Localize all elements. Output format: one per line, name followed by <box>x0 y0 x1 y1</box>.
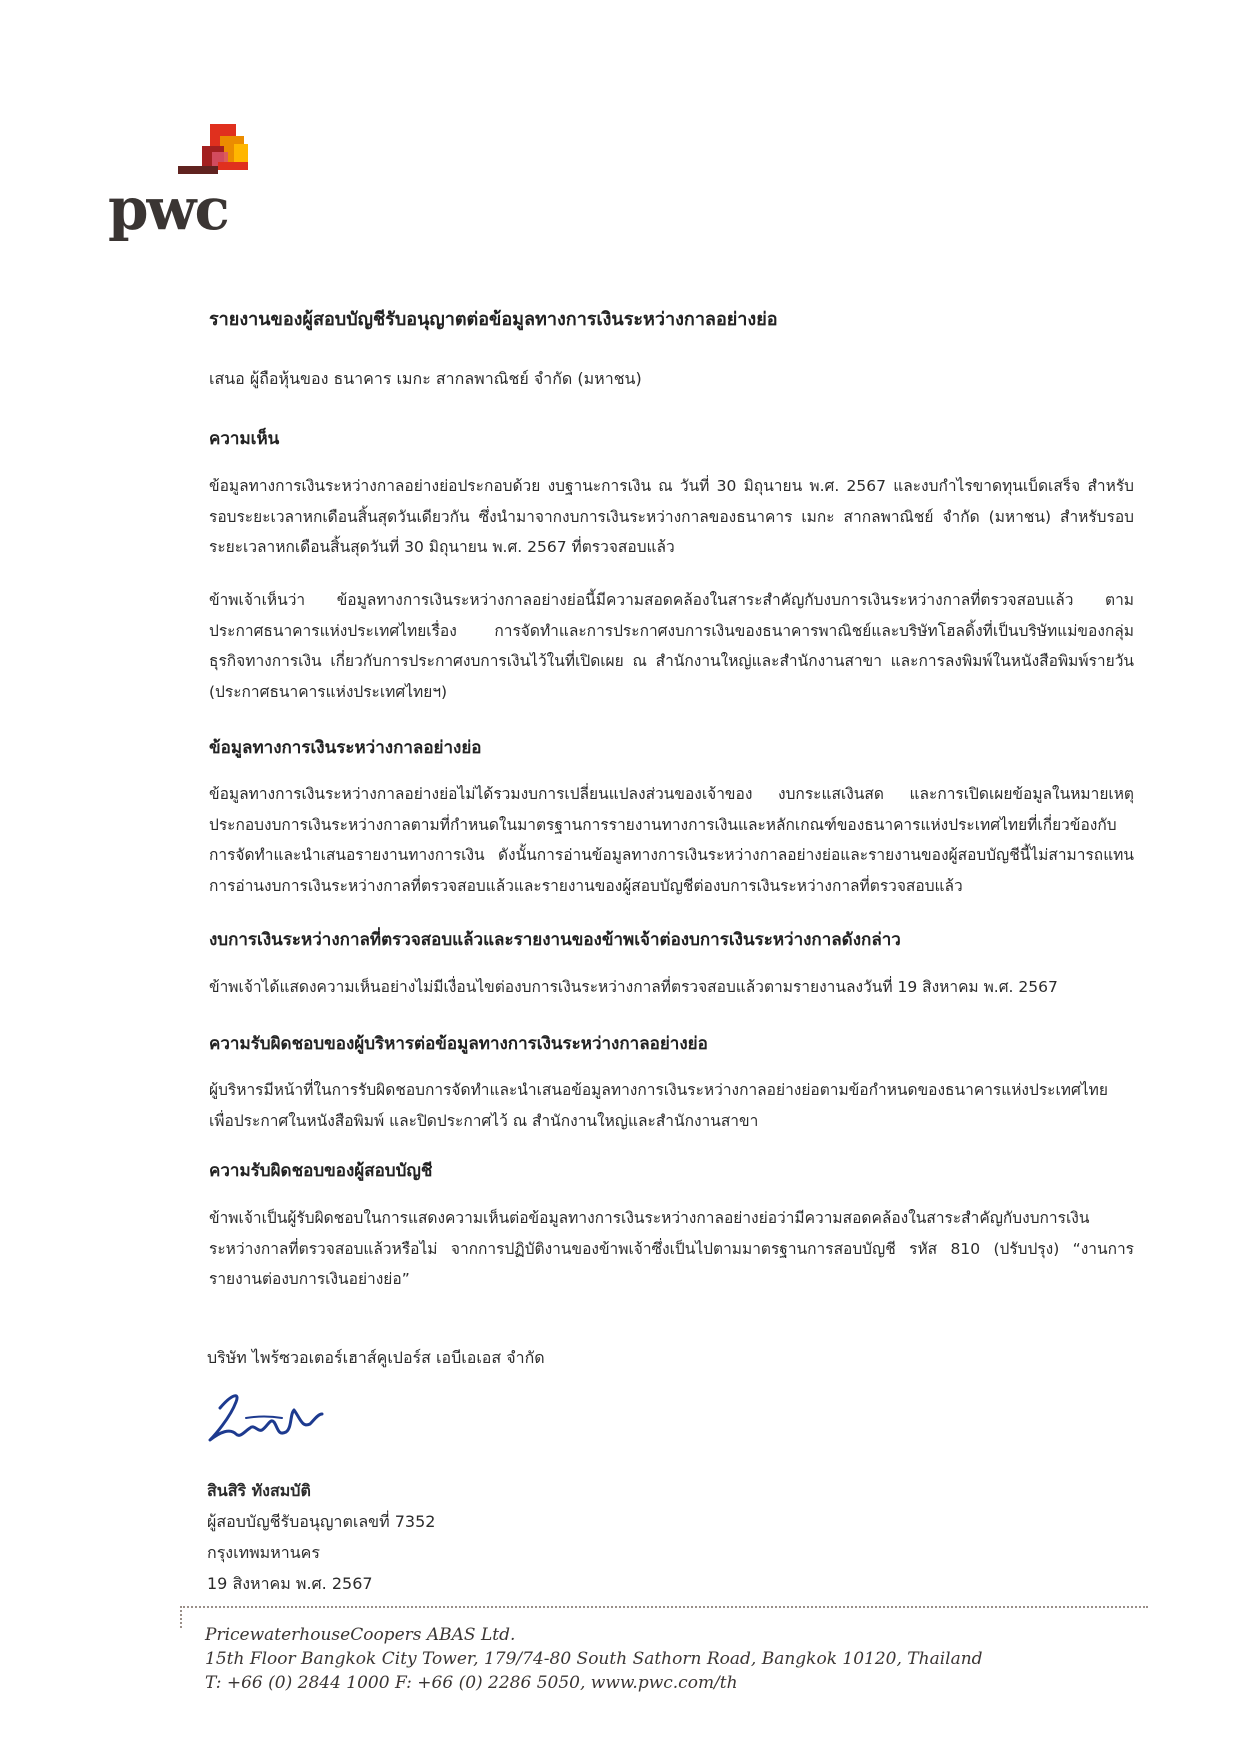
handwritten-signature <box>206 1388 326 1450</box>
footer-street: 15th Floor Bangkok City Tower, 179/74-80 South Sathorn Road, Bangkok 10120, Thailand <box>205 1649 983 1669</box>
footer-divider <box>180 1606 1148 1608</box>
opinion-paragraph-2: ข้าพเจ้าเห็นว่า ข้อมูลทางการเงินระหว่างกาลอย่างย่อนี้มีความสอดคล้องในสาระสำคัญกับงบการเงินระหว่างกาลที่ตรวจสอบแล้ว ตามประกาศธนาคารแห่งประเทศไทยเรื่อง การจัดทำและการประกาศงบการเงินของธนาคารพาณิชย์และบริษัทโฮลดิ้งที่เป็นบริษัทแม่ของกลุ่มธุรกิจทางการเงิน เกี่ยวกับการประกาศงบการเงินไว้ในที่เปิดเผย ณ สำนักงานใหญ่และสำนักงานสาขา และการลงพิมพ์ในหนังสือพิมพ์รายวัน (ประกาศธนาคารแห่งประเทศไทยฯ) <box>209 591 1134 701</box>
signer-block <box>207 1475 435 1599</box>
audited-statements-paragraph: ข้าพเจ้าได้แสดงความเห็นอย่างไม่มีเงื่อนไขต่องบการเงินระหว่างกาลที่ตรวจสอบแล้วตามรายงานลงวันที่ 19 สิงหาคม พ.ศ. 2567 <box>209 978 1058 996</box>
section-heading-audited-statements: งบการเงินระหว่างกาลที่ตรวจสอบแล้วและรายงานของข้าพเจ้าต่องบการเงินระหว่างกาลดังกล่าว <box>209 930 901 950</box>
signer-license: ผู้สอบบัญชีรับอนุญาตเลขที่ 7352 <box>207 1512 436 1531</box>
section-heading-opinion: ความเห็น <box>209 429 280 449</box>
signer-name: สินสิริ ทังสมบัติ <box>207 1481 311 1500</box>
section-heading-auditor-responsibility: ความรับผิดชอบของผู้สอบบัญชี <box>209 1161 433 1181</box>
footer-divider-vertical <box>180 1606 182 1628</box>
opinion-paragraph-1: ข้อมูลทางการเงินระหว่างกาลอย่างย่อประกอบด้วย งบฐานะการเงิน ณ วันที่ 30 มิถุนายน พ.ศ. 2567 และงบกำไรขาดทุนเบ็ดเสร็จ สำหรับรอบระยะเวลาหกเดือนสิ้นสุดวันเดียวกัน ซึ่งนำมาจากงบการเงินระหว่างกาลของธนาคาร เมกะ สากลพาณิชย์ จำกัด (มหาชน) สำหรับรอบระยะเวลาหกเดือนสิ้นสุดวันที่ 30 มิถุนายน พ.ศ. 2567 ที่ตรวจสอบแล้ว <box>209 477 1134 556</box>
management-responsibility-paragraph: ผู้บริหารมีหน้าที่ในการรับผิดชอบการจัดทำและนำเสนอข้อมูลทางการเงินระหว่างกาลอย่างย่อตามข้อกำหนดของธนาคารแห่งประเทศไทย เพื่อประกาศในหนังสือพิมพ์ และปิดประกาศไว้ ณ สำนักงานใหญ่และสำนักงานสาขา <box>209 1081 1108 1130</box>
section-heading-management-responsibility: ความรับผิดชอบของผู้บริหารต่อข้อมูลทางการเงินระหว่างกาลอย่างย่อ <box>209 1034 708 1054</box>
auditor-responsibility-paragraph: ข้าพเจ้าเป็นผู้รับผิดชอบในการแสดงความเห็นต่อข้อมูลทางการเงินระหว่างกาลอย่างย่อว่ามีความสอดคล้องในสาระสำคัญกับงบการเงินระหว่างกาลที่ตรวจสอบแล้วหรือไม่ จากการปฏิบัติงานของข้าพเจ้าซึ่งเป็นไปตามมาตรฐานการสอบบัญชี รหัส 810 (ปรับปรุง) “งานการรายงานต่องบการเงินอย่างย่อ” <box>209 1209 1134 1288</box>
footer-company: PricewaterhouseCoopers ABAS Ltd. <box>205 1625 516 1645</box>
pwc-logo <box>108 122 268 252</box>
footer-address <box>205 1623 983 1695</box>
signer-city: กรุงเทพมหานคร <box>207 1543 320 1562</box>
report-title: รายงานของผู้สอบบัญชีรับอนุญาตต่อข้อมูลทางการเงินระหว่างกาลอย่างย่อ <box>209 309 778 330</box>
signer-date: 19 สิงหาคม พ.ศ. 2567 <box>207 1574 373 1593</box>
footer-contact: T: +66 (0) 2844 1000 F: +66 (0) 2286 5050, www.pwc.com/th <box>205 1673 738 1693</box>
firm-name: บริษัท ไพร้ซวอเตอร์เฮาส์คูเปอร์ส เอบีเอเอส จำกัด <box>207 1348 545 1367</box>
condensed-info-paragraph: ข้อมูลทางการเงินระหว่างกาลอย่างย่อไม่ได้รวมงบการเปลี่ยนแปลงส่วนของเจ้าของ งบกระแสเงินสด และการเปิดเผยข้อมูลในหมายเหตุประกอบงบการเงินระหว่างกาลตามที่กำหนดในมาตรฐานการรายงานทางการเงินและหลักเกณฑ์ของธนาคารแห่งประเทศไทยที่เกี่ยวข้องกับการจัดทำและนำเสนอรายงานทางการเงิน ดังนั้นการอ่านข้อมูลทางการเงินระหว่างกาลอย่างย่อและรายงานของผู้สอบบัญชีนี้ไม่สามารถแทนการอ่านงบการเงินระหว่างกาลที่ตรวจสอบแล้วและรายงานของผู้สอบบัญชีต่องบการเงินระหว่างกาลที่ตรวจสอบแล้ว <box>209 785 1134 895</box>
section-heading-condensed-info: ข้อมูลทางการเงินระหว่างกาลอย่างย่อ <box>209 738 482 758</box>
pwc-logo-text: pwc <box>108 175 228 243</box>
addressee: เสนอ ผู้ถือหุ้นของ ธนาคาร เมกะ สากลพาณิชย์ จำกัด (มหาชน) <box>209 369 642 388</box>
